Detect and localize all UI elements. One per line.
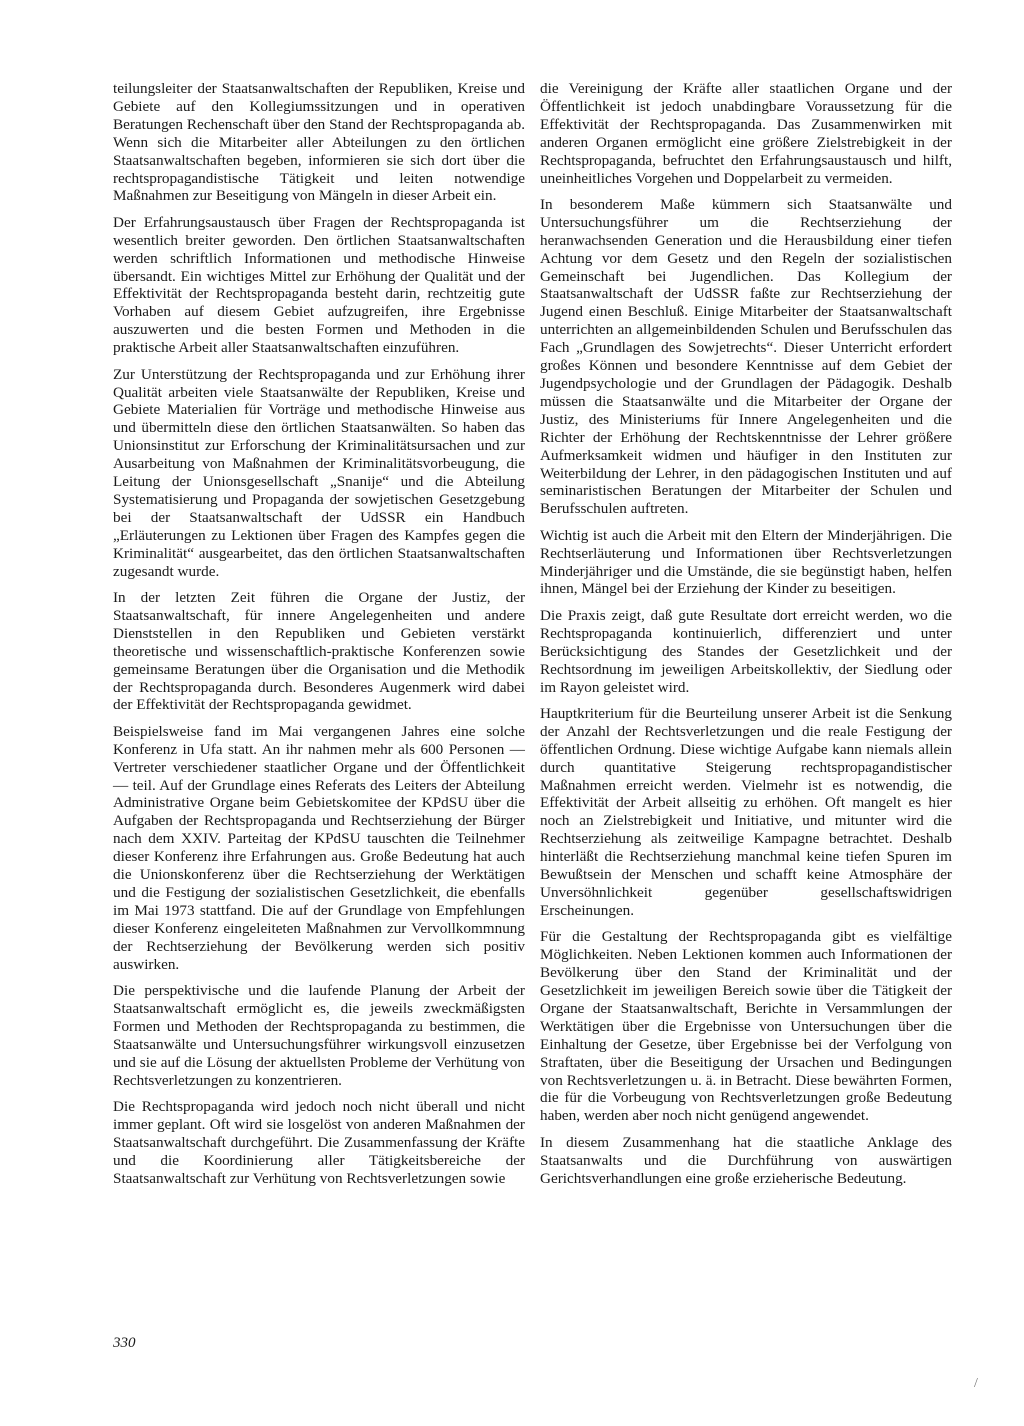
paragraph: In diesem Zusammenhang hat die staatliche Anklage des Staatsanwalts und die Durchführung von auswärtigen Gerichtsverhandlungen eine große erzieherische Bedeutung.	[540, 1133, 952, 1187]
paragraph: Der Erfahrungsaustausch über Fragen der Rechtspropaganda ist wesentlich breiter geworden. Den örtlichen Staatsanwaltschaften werden schriftlich Informationen und methodische Hinweise übersandt. Ein wichtiges Mittel zur Erhöhung der Qualität und der Effektivität der Rechtspropaganda besteht darin, rechtzeitig gute Vorhaben auf diesem Gebiet aufzugreifen, ihre Ergebnisse auszuwerten und die besten Formen und Methoden in die praktische Arbeit aller Staatsanwaltschaften einzuführen.	[113, 213, 525, 357]
paragraph: Die Rechtspropaganda wird jedoch noch nicht überall und nicht immer geplant. Oft wird sie losgelöst von anderen Maßnahmen der Staatsanwaltschaft durchgeführt. Die Zusammenfassung der Kräfte und die Koordinierung aller Tätigkeitsbereiche der Staatsanwaltschaft zur Verhütung von Rechtsverletzungen sowie	[113, 1097, 525, 1187]
right-column	[540, 80, 952, 1196]
paragraph: Die perspektivische und die laufende Planung der Arbeit der Staatsanwaltschaft ermöglicht es, die jeweils zweckmäßigsten Formen und Methoden der Rechtspropaganda zu bestimmen, die Staatsanwälte und Untersuchungsführer wirkungsvoll einzusetzen und sie auf die Lösung der aktuellsten Probleme der Verhütung von Rechtsverletzungen zu konzentrieren.	[113, 982, 525, 1089]
paragraph: Beispielsweise fand im Mai vergangenen Jahres eine solche Konferenz in Ufa statt. An ihr nahmen mehr als 600 Personen — Vertreter verschiedener staatlicher Organe und der Öffentlichkeit — teil. Auf der Grundlage eines Referats des Leiters der Abteilung Administrative Organe beim Gebietskomitee der KPdSU über die Aufgaben der Rechtspropaganda und Rechtserziehung der Bürger nach dem XXIV. Parteitag der KPdSU tauschten die Teilnehmer dieser Konferenz ihre Erfahrungen aus. Große Bedeutung hat auch die Unionskonferenz über die Rechtserziehung der Werktätigen und die Festigung der sozialistischen Gesetzlichkeit, die ebenfalls im Mai 1973 stattfand. Die auf der Grundlage von Empfehlungen dieser Konferenz eingeleiteten Maßnahmen zur Vervollkommnung der Rechtserziehung der Bevölkerung werden sich positiv auswirken.	[113, 722, 525, 973]
left-column	[113, 80, 525, 1196]
paragraph: die Vereinigung der Kräfte aller staatlichen Organe und der Öffentlichkeit ist jedoch unabdingbare Voraussetzung für die Effektivität der Rechtspropaganda. Das Zusammenwirken mit anderen Organen ermöglicht eine größere Zielstrebigkeit in der Rechtspropaganda, befruchtet den Erfahrungsaustausch und hilft, uneinheitliches Vorgehen und Doppelarbeit zu vermeiden.	[540, 80, 952, 187]
paragraph: Zur Unterstützung der Rechtspropaganda und zur Erhöhung ihrer Qualität arbeiten viele Staatsanwälte der Republiken, Kreise und Gebiete Materialien für Vorträge und methodische Hinweise aus und übermitteln diese den örtlichen Staatsanwälten. So haben das Unionsinstitut zur Erforschung der Kriminalitätsursachen und zur Ausarbeitung von Maßnahmen der Kriminalitätsvorbeugung, die Leitung der Unionsgesellschaft „Snanije“ und die Abteilung Systematisierung und Propaganda der sowjetischen Gesetzgebung bei der Staatsanwaltschaft der UdSSR ein Handbuch „Erläuterungen zu Lektionen über Fragen des Kampfes gegen die Kriminalität“ ausgearbeitet, das den örtlichen Staatsanwaltschaften zugesandt wurde.	[113, 365, 525, 580]
paragraph: Wichtig ist auch die Arbeit mit den Eltern der Minderjährigen. Die Rechtserläuterung und Informationen über Rechtsverletzungen Minderjähriger und die Umstände, die sie begünstigt haben, helfen ihnen, Mängel bei der Erziehung der Kinder zu beseitigen.	[540, 526, 952, 598]
paragraph: teilungsleiter der Staatsanwaltschaften der Republiken, Kreise und Gebiete auf den Kollegiumssitzungen und in operativen Beratungen Rechenschaft über den Stand der Rechtspropaganda ab. Wenn sich die Mitarbeiter aller Abteilungen zu den örtlichen Staatsanwaltschaften begeben, informieren sie sich dort über die rechtspropagandistische Tätigkeit und leiten notwendige Maßnahmen zur Beseitigung von Mängeln in dieser Arbeit ein.	[113, 80, 525, 205]
paragraph: Für die Gestaltung der Rechtspropaganda gibt es vielfältige Möglichkeiten. Neben Lektionen kommen auch Informationen der Bevölkerung über den Stand der Kriminalität und der Gesetzlichkeit im jeweiligen Bereich sowie über die Tätigkeit der Organe der Staatsanwaltschaft, Berichte in Versammlungen der Werktätigen über die Ergebnisse von Untersuchungen über die Einhaltung der Gesetze, über Ergebnisse bei der Verfolgung von Straftaten, über die Beseitigung der Ursachen und Bedingungen von Rechtsverletzungen u. ä. in Betracht. Diese bewährten Formen, die für die Vorbeugung von Rechtsverletzungen große Bedeutung haben, werden aber noch nicht genügend angewendet.	[540, 928, 952, 1125]
paragraph: Hauptkriterium für die Beurteilung unserer Arbeit ist die Senkung der Anzahl der Rechtsverletzungen und die reale Festigung der öffentlichen Ordnung. Diese wichtige Aufgabe kann niemals allein durch quantitative Steigerung rechtspropagandistischer Maßnahmen erreicht werden. Vielmehr ist es notwendig, die Effektivität der Arbeit allseitig zu erhöhen. Oft mangelt es hier noch an Zielstrebigkeit und Initiative, und mitunter wird die Rechtserziehung als zeitweilige Kampagne betrachtet. Deshalb hinterläßt die Rechtserziehung manchmal keine tiefen Spuren im Bewußtsein der Menschen und schafft keine Atmosphäre der Unversöhnlichkeit gegenüber gesellschaftswidrigen Erscheinungen.	[540, 704, 952, 919]
paragraph: In der letzten Zeit führen die Organe der Justiz, der Staatsanwaltschaft, für innere Angelegenheiten und andere Dienststellen in den Republiken und Gebieten verstärkt theoretische und wissenschaftlich-praktische Konferenzen sowie gemeinsame Beratungen über die Organisation und die Methodik der Rechtspropaganda durch. Besonderes Augenmerk wird dabei der Effektivität der Rechtspropaganda gewidmet.	[113, 588, 525, 714]
page-number: 330	[113, 1335, 136, 1351]
margin-mark: /	[974, 1376, 978, 1391]
paragraph: Die Praxis zeigt, daß gute Resultate dort erreicht werden, wo die Rechtspropaganda kontinuierlich, differenziert und unter Berücksichtigung des Standes der Gesetzlichkeit und der Rechtsordnung im jeweiligen Arbeitskollektiv, der Siedlung oder im Rayon geleistet wird.	[540, 606, 952, 696]
paragraph: In besonderem Maße kümmern sich Staatsanwälte und Untersuchungsführer um die Rechtserziehung der heranwachsenden Generation und die Herausbildung einer tiefen Achtung vor dem Gesetz und den Regeln der sozialistischen Gemeinschaft bei Jugendlichen. Das Kollegium der Staatsanwaltschaft der UdSSR faßte zur Rechtserziehung der Jugend einen Beschluß. Einige Mitarbeiter der Staatsanwaltschaft unterrichten an allgemeinbildenden Schulen und Berufsschulen das Fach „Grundlagen des Sowjetrechts“. Dieser Unterricht erfordert großes Können und besondere Kenntnisse auf dem Gebiet der Jugendpsychologie und der Grundlagen der Pädagogik. Deshalb müssen die Staatsanwälte und die Mitarbeiter der Organe der Justiz, des Ministeriums für Innere Angelegenheiten und die Richter der Erhöhung der Rechtskenntnisse der Lehrer größere Aufmerksamkeit widmen und häufiger in den Instituten zur Weiterbildung der Lehrer, in den pädagogischen Instituten und auf seminaristischen Beratungen der Mitarbeiter der Schulen und Berufsschulen auftreten.	[540, 195, 952, 518]
